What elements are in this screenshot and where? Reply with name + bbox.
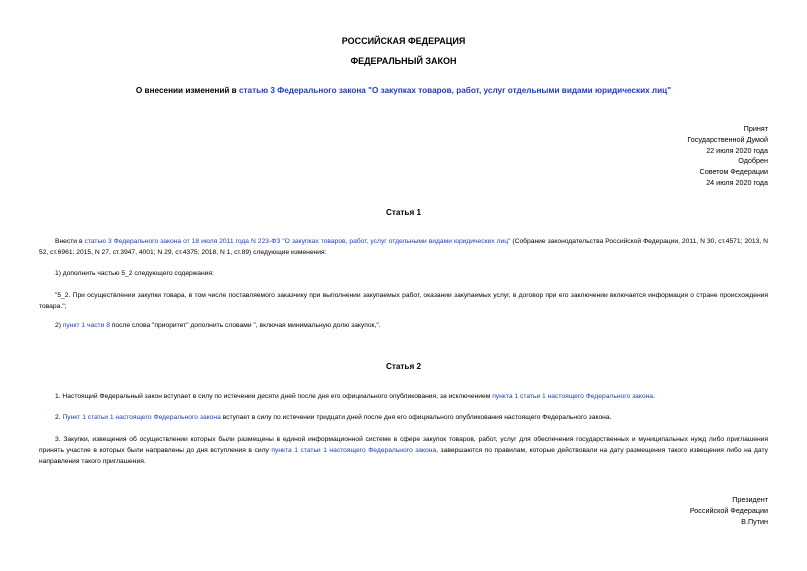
- article-1-p4-text-b: после слова "приоритет" дополнить словами ", включая минимальную долю закупок,".: [109, 322, 381, 329]
- article-2-p3-text-a: 3. Закупки, извещения об осуществлении которых были размещены в единой информационной системе в сфере закупок товаров, работ, услуг для обеспечения государственных и муниципальных нужд либо приглашения принять участие в которых были направлены до дня вступления в силу: [39, 436, 768, 454]
- adopted-by: Государственной Думой: [687, 134, 768, 144]
- article-1-paragraph-3: "5_2. При осуществлении закупки товара, в том числе поставляемого заказчику при выполнении закупаемых работ, оказании закупаемых услуг, в договор при его заключении включается информация о стране происхождения товара.";: [39, 292, 768, 310]
- article-2-p2-text-a: 2.: [55, 414, 63, 421]
- article-1-paragraph-4: [39, 320, 768, 331]
- adopted-label: Принят: [743, 124, 768, 133]
- article-2-paragraph-2: [39, 412, 768, 423]
- article-1-title: Статья 1: [385, 208, 422, 217]
- signature-title: Президент: [732, 495, 768, 504]
- adopted-date: 22 июля 2020 года: [706, 145, 768, 155]
- article-2-p1-link[interactable]: пункта 1 статьи 1 настоящего Федерального закона: [492, 393, 654, 400]
- punkt-1-link[interactable]: пункт 1: [62, 322, 86, 329]
- article-2-p2-link[interactable]: Пункт 1 статьи 1 настоящего Федерального закона: [62, 414, 221, 421]
- signature-org: Российской Федерации: [689, 505, 768, 515]
- article-1-p1-text-b: (Собрание законодательства Российской Федерации, 2011, N 30, ст.4571; 2013, N 52, ст.6961; 2015, N 27, ст.3947, 4001; N 29, ст.4375; 2018, N 1, ст.89) следующие изменения:: [39, 238, 768, 256]
- article-2-p1-text-b: .: [653, 393, 655, 400]
- law-223-link[interactable]: статью 3 Федерального закона от 18 июля 2011 года N 223-ФЗ "О закупках товаров, работ, услуг отдельными видами юридических лиц": [84, 238, 511, 245]
- signature-block: [690, 495, 768, 527]
- signature-name: В.Путин: [741, 516, 768, 526]
- article-2-paragraph-1: [39, 391, 768, 402]
- country-heading: РОССИЙСКАЯ ФЕДЕРАЦИЯ: [341, 36, 466, 46]
- article-2-p1-text-a: 1. Настоящий Федеральный закон вступает в силу по истечении десяти дней после дня его официального опубликования, за исключением: [55, 393, 493, 400]
- approved-date: 24 июля 2020 года: [706, 177, 768, 187]
- article-2-p2-text-b: вступает в силу по истечении тридцати дней после дня его официального опубликования настоящего Федерального закона.: [220, 414, 612, 421]
- doc-type-heading: ФЕДЕРАЛЬНЫЙ ЗАКОН: [350, 56, 457, 66]
- article-1-p4-text-a: 2): [55, 322, 63, 329]
- article-2-paragraph-3: [39, 434, 768, 467]
- adoption-block: [687, 124, 768, 189]
- article-1-paragraph-2: 1) дополнить частью 5_2 следующего содержания:: [55, 270, 214, 277]
- article-2-title: Статья 2: [385, 362, 422, 371]
- law-title-prefix: О внесении изменений в: [135, 86, 239, 95]
- article-1-p1-text-a: Внести в: [55, 238, 85, 245]
- article-2-p3-link[interactable]: пункта 1 статьи 1 настоящего Федерального закона: [271, 447, 437, 454]
- approved-by: Советом Федерации: [699, 167, 768, 177]
- article-2-p3-text-b: , завершаются по правилам, которые действовали на дату размещения такого извещения либо на дату направления такого приглашения.: [39, 447, 768, 465]
- approved-label: Одобрен: [738, 156, 768, 166]
- chast-8-link[interactable]: части 8: [86, 322, 110, 329]
- law-title: [0, 86, 807, 95]
- article-1-paragraph-1: [39, 236, 768, 258]
- law-title-link[interactable]: статью 3 Федерального закона "О закупках товаров, работ, услуг отдельными видами юридических лиц": [238, 86, 672, 95]
